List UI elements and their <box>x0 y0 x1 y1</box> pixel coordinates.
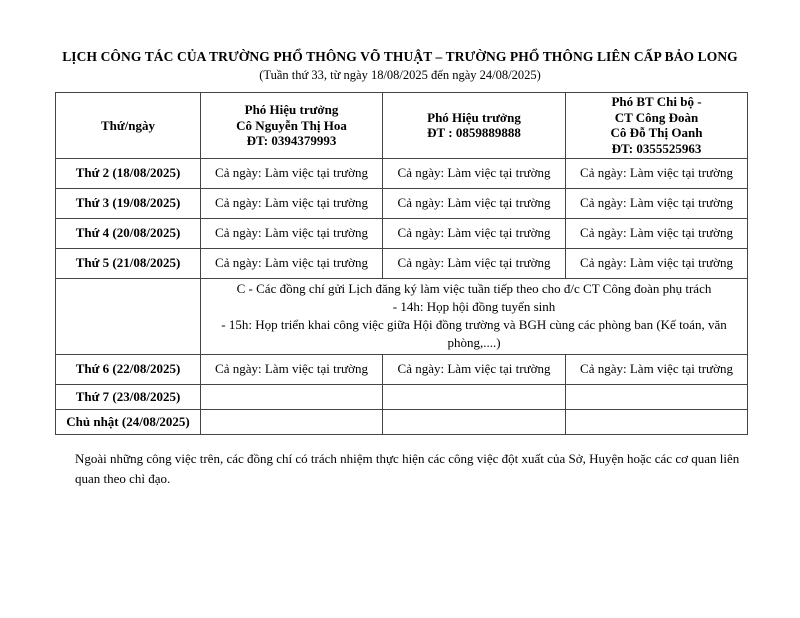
schedule-cell <box>201 409 383 434</box>
schedule-cell: Cả ngày: Làm việc tại trường <box>566 248 748 278</box>
header-cell-vice-principal-1 <box>201 93 383 158</box>
note-line: - 15h: Họp triển khai công việc giữa Hội đồng trường và BGH cùng các phòng ban (Kế toán, văn phòng,....) <box>221 317 727 350</box>
schedule-cell <box>566 384 748 409</box>
day-cell: Thứ 5 (21/08/2025) <box>56 248 201 278</box>
day-cell: Thứ 4 (20/08/2025) <box>56 218 201 248</box>
header-cell-party-union <box>566 93 748 158</box>
schedule-cell: Cả ngày: Làm việc tại trường <box>383 248 566 278</box>
schedule-table <box>55 92 748 434</box>
day-cell-empty <box>56 278 201 354</box>
day-cell: Chủ nhật (24/08/2025) <box>56 409 201 434</box>
header-line: Cô Nguyễn Thị Hoa <box>236 117 347 133</box>
day-cell: Thứ 7 (23/08/2025) <box>56 384 201 409</box>
schedule-cell <box>566 409 748 434</box>
header-line: Phó Hiệu trưởng <box>244 101 339 117</box>
page-subtitle: (Tuần thứ 33, từ ngày 18/08/2025 đến ngày 24/08/2025) <box>259 68 541 83</box>
header-cell-day: Thứ/ngày <box>56 93 201 158</box>
header-cell-vice-principal-2 <box>383 93 566 158</box>
schedule-cell: Cả ngày: Làm việc tại trường <box>201 354 383 384</box>
schedule-cell: Cả ngày: Làm việc tại trường <box>383 158 566 188</box>
schedule-cell <box>383 409 566 434</box>
note-line: - 14h: Họp hội đồng tuyển sinh <box>392 299 556 315</box>
table-row <box>56 158 748 188</box>
day-cell: Thứ 6 (22/08/2025) <box>56 354 201 384</box>
schedule-cell: Cả ngày: Làm việc tại trường <box>201 248 383 278</box>
table-row <box>56 188 748 218</box>
page-title: LỊCH CÔNG TÁC CỦA TRƯỜNG PHỔ THÔNG VÕ THUẬT – TRƯỜNG PHỔ THÔNG LIÊN CẤP BẢO LONG <box>62 49 738 64</box>
header-line: ĐT: 0394379993 <box>246 133 337 149</box>
header-line: ĐT: 0355525963 <box>611 140 702 156</box>
schedule-cell <box>201 384 383 409</box>
header-line: CT Công Đoàn <box>614 109 699 125</box>
footer-note: Ngoài những công việc trên, các đồng chí có trách nhiệm thực hiện các công việc đột xuất của Sở, Huyện hoặc các cơ quan liên quan theo chỉ đạo. <box>75 450 740 486</box>
merged-note-cell <box>201 278 748 354</box>
schedule-cell: Cả ngày: Làm việc tại trường <box>566 158 748 188</box>
schedule-cell: Cả ngày: Làm việc tại trường <box>383 218 566 248</box>
schedule-cell <box>383 384 566 409</box>
schedule-cell: Cả ngày: Làm việc tại trường <box>201 188 383 218</box>
table-row <box>56 354 748 384</box>
schedule-cell: Cả ngày: Làm việc tại trường <box>566 218 748 248</box>
schedule-cell: Cả ngày: Làm việc tại trường <box>383 188 566 218</box>
schedule-cell: Cả ngày: Làm việc tại trường <box>201 218 383 248</box>
header-line: Phó BT Chi bộ - <box>611 94 702 110</box>
table-row <box>56 384 748 409</box>
note-line: C - Các đồng chí gửi Lịch đăng ký làm việc tuần tiếp theo cho đ/c CT Công đoàn phụ trách <box>236 281 712 297</box>
table-row <box>56 218 748 248</box>
schedule-cell: Cả ngày: Làm việc tại trường <box>383 354 566 384</box>
header-line: Phó Hiệu trưởng <box>427 109 521 125</box>
header-line: Cô Đỗ Thị Oanh <box>610 125 703 141</box>
schedule-cell: Cả ngày: Làm việc tại trường <box>201 158 383 188</box>
schedule-cell: Cả ngày: Làm việc tại trường <box>566 188 748 218</box>
notes-row <box>56 278 748 354</box>
table-row <box>56 409 748 434</box>
header-line: ĐT : 0859889888 <box>427 125 521 141</box>
table-row <box>56 248 748 278</box>
schedule-cell: Cả ngày: Làm việc tại trường <box>566 354 748 384</box>
header-row <box>56 93 748 158</box>
day-cell: Thứ 2 (18/08/2025) <box>56 158 201 188</box>
day-cell: Thứ 3 (19/08/2025) <box>56 188 201 218</box>
